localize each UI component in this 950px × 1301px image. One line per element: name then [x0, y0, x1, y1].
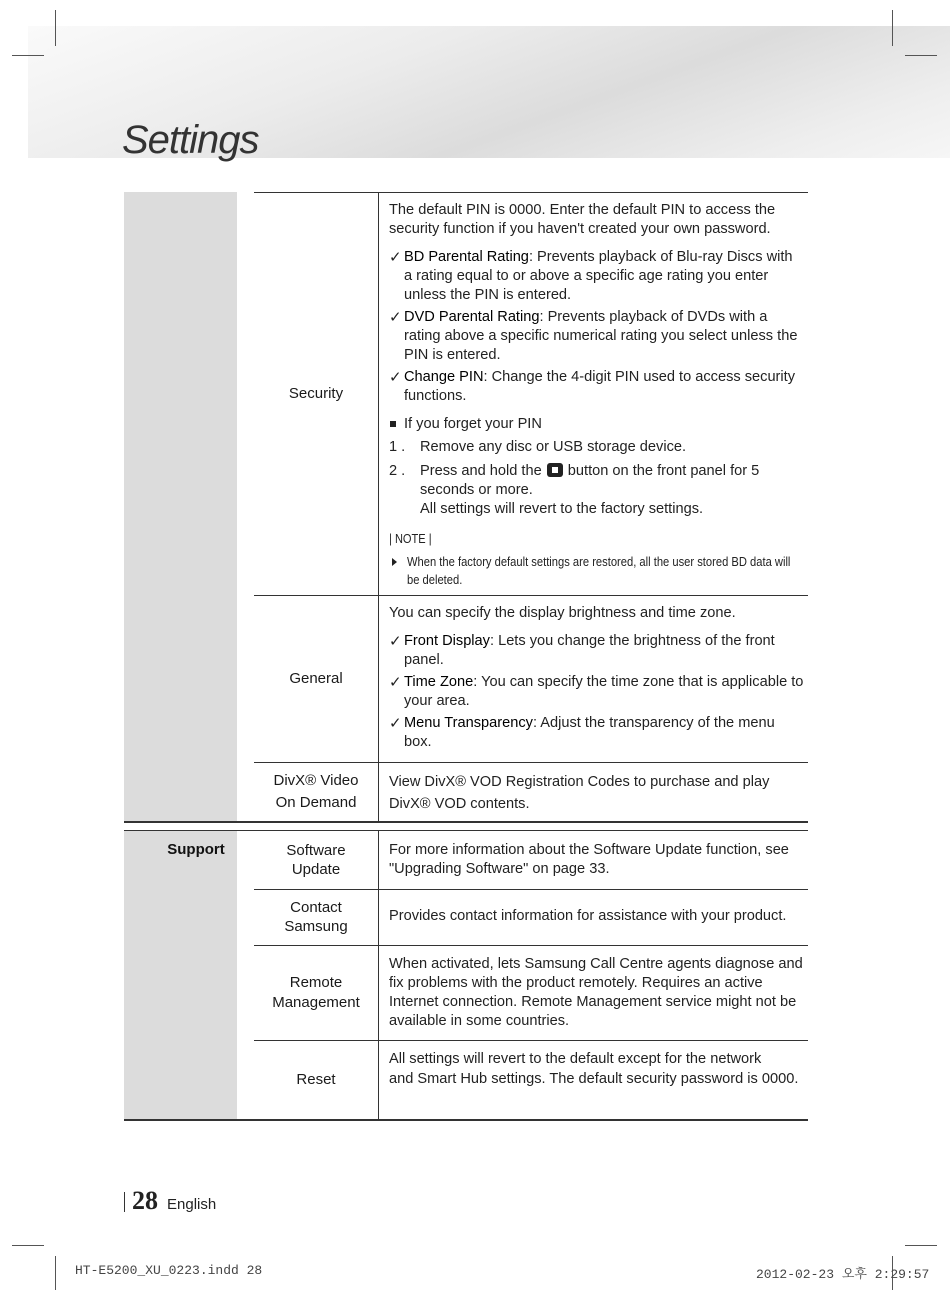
row-content-remote-management — [389, 955, 804, 1031]
divx-text-line: View DivX® VOD Registration Codes to purchase and play — [389, 774, 770, 790]
check-icon: ✓ — [389, 633, 402, 650]
forget-pin-step-2: 2 . Press and hold the button on the front panel for 5 seconds or more. All settings will revert to the factory settings. — [389, 463, 760, 517]
crop-mark — [55, 1256, 56, 1290]
security-item-bd-parental: ✓ BD Parental Rating: Prevents playback of Blu-ray Discs with a rating equal to or above a specific age rating you enter unless the PIN is entered. — [389, 249, 793, 303]
row-label-text: Remote — [289, 973, 343, 991]
check-icon: ✓ — [389, 715, 402, 732]
category-column-upper — [124, 192, 237, 821]
crop-mark — [905, 55, 937, 56]
row-content-contact-samsung — [389, 907, 804, 926]
row-label-divx — [254, 762, 378, 821]
row-content-reset — [389, 1049, 804, 1089]
crop-mark — [55, 10, 56, 46]
divx-text-line: DivX® VOD contents. — [389, 796, 530, 812]
row-label-text: General — [289, 669, 343, 687]
security-item-change-pin: ✓ Change PIN: Change the 4-digit PIN used to access security functions. — [389, 369, 796, 404]
general-item-front-display: ✓ Front Display: Lets you change the brightness of the front panel. — [389, 633, 775, 668]
general-intro: You can specify the display brightness and time zone. — [389, 605, 736, 621]
row-label-text: Management — [272, 993, 360, 1011]
crop-mark — [12, 1245, 44, 1246]
check-icon: ✓ — [389, 309, 402, 326]
reset-text-line: and Smart Hub settings. The default security password is 0000. — [389, 1071, 799, 1087]
crop-mark — [892, 10, 893, 46]
note-heading: | NOTE | — [389, 531, 432, 546]
forget-pin-heading: If you forget your PIN — [389, 415, 804, 434]
remote-text: When activated, lets Samsung Call Centre agents diagnose and fix problems with the product remotely. Requires an active Internet connection. Remote Management service might not be available in some countries. — [389, 956, 803, 1029]
category-column-lower — [124, 831, 237, 1119]
check-icon: ✓ — [389, 369, 402, 386]
row-content-general — [389, 604, 804, 755]
contact-text: Provides contact information for assistance with your product. — [389, 908, 787, 924]
general-item-time-zone: ✓ Time Zone: You can specify the time zone that is applicable to your area. — [389, 674, 804, 709]
row-label-text: DivX® Video — [273, 771, 359, 789]
row-label-software-update — [254, 831, 378, 889]
row-label-general — [254, 595, 378, 762]
note-item: When the factory default settings are restored, all the user stored BD data will be deleted. — [389, 553, 804, 589]
page-number: 28 — [132, 1186, 158, 1215]
page-title: Settings — [122, 118, 259, 162]
footer-separator — [124, 1192, 125, 1212]
row-label-remote-management — [254, 945, 378, 1040]
square-bullet-icon — [390, 421, 396, 427]
row-label-text: Reset — [296, 1070, 336, 1088]
page-language: English — [167, 1196, 217, 1213]
check-icon: ✓ — [389, 249, 402, 266]
general-item-menu-transparency: ✓ Menu Transparency: Adjust the transparency of the menu box. — [389, 715, 775, 750]
row-label-text: Samsung — [284, 918, 348, 935]
row-label-text: Security — [288, 384, 344, 402]
print-date-info: 2012-02-23 오후 2:29:57 — [756, 1267, 930, 1282]
section-divider — [124, 830, 808, 831]
row-label-security — [254, 192, 378, 595]
row-content-software-update — [389, 841, 804, 879]
stop-button-icon — [547, 463, 563, 477]
security-intro: The default PIN is 0000. Enter the default PIN to access the security function if you haven't created your own password. — [389, 202, 776, 237]
reset-text-line: All settings will revert to the default except for the network — [389, 1051, 762, 1067]
column-divider — [378, 831, 379, 1120]
triangle-bullet-icon — [392, 558, 397, 566]
security-item-dvd-parental: ✓ DVD Parental Rating: Prevents playback of DVDs with a rating above a specific numerical rating you select unless the PIN is entered. — [389, 309, 798, 363]
software-update-text: For more information about the Software Update function, see "Upgrading Software" on page 33. — [389, 842, 789, 877]
crop-mark — [905, 1245, 937, 1246]
row-label-reset — [254, 1040, 378, 1119]
table-bottom-border — [124, 1119, 808, 1121]
print-file-info: HT-E5200_XU_0223.indd 28 — [75, 1263, 263, 1278]
row-content-security — [389, 201, 804, 589]
crop-mark — [12, 55, 44, 56]
category-label-support: Support — [167, 841, 225, 858]
row-content-divx — [389, 771, 804, 815]
row-label-text: On Demand — [275, 793, 357, 811]
row-label-contact-samsung — [254, 889, 378, 945]
row-label-text: Update — [291, 861, 341, 878]
section-divider — [124, 821, 808, 823]
check-icon: ✓ — [389, 674, 402, 691]
row-label-text: Software — [286, 842, 346, 859]
column-divider — [378, 192, 379, 821]
row-label-text: Contact — [290, 899, 342, 916]
forget-pin-step-1: 1 . Remove any disc or USB storage device. — [389, 439, 687, 455]
